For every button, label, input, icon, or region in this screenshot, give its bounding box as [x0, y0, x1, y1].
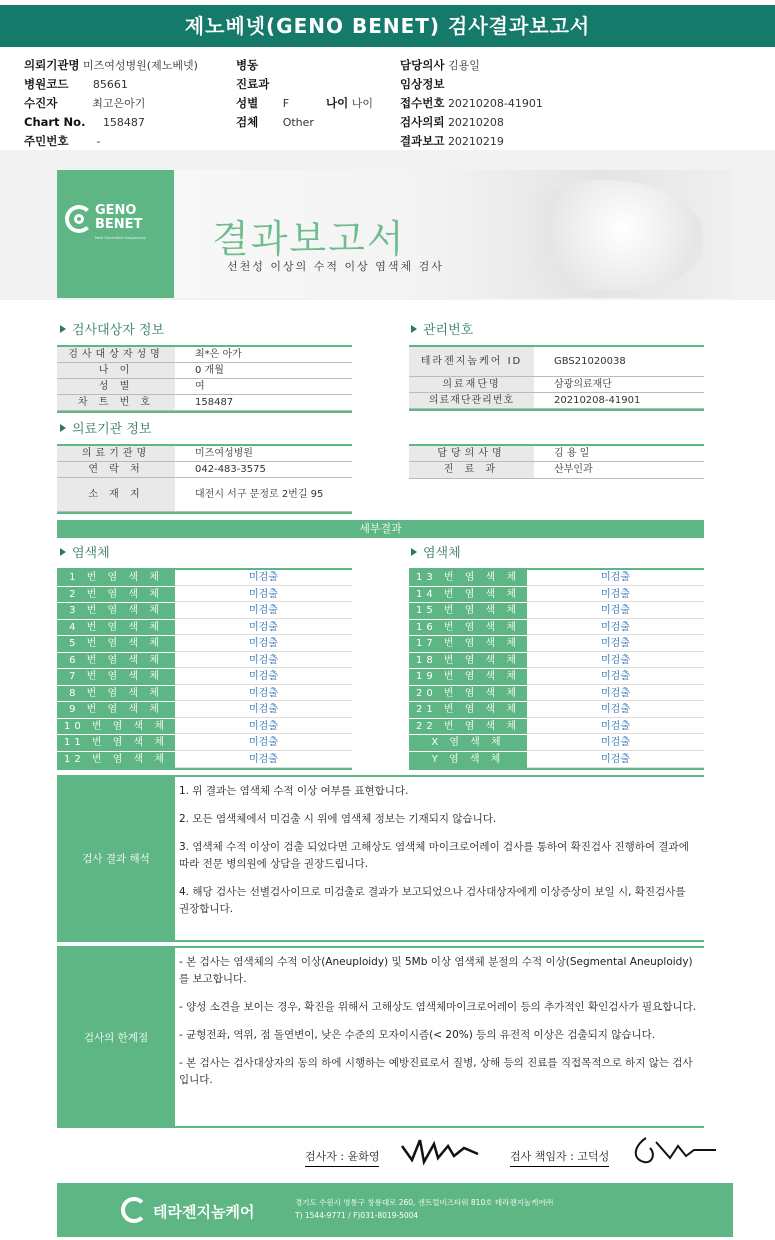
chromosome-label: 16 번 염 색 체 [409, 620, 527, 636]
chromosome-row [409, 686, 704, 703]
chromosome-result: 미검출 [175, 620, 352, 636]
patient-value: 최고은아기 [92, 97, 146, 110]
chromosome-row [57, 735, 352, 752]
table-row: 차 트 번 호 158487 [57, 395, 352, 411]
chromosome-result: 미검출 [175, 752, 352, 769]
chromosome-row [409, 752, 704, 769]
interpretation-item: 1. 위 결과는 염색체 수적 이상 여부를 표현합니다. [179, 785, 409, 797]
chromosome-label: 17 번 염 색 체 [409, 636, 527, 652]
chromosome-row [409, 603, 704, 620]
detail-results-bar: 세부결과 [57, 520, 704, 538]
chromosome-result: 미검출 [175, 587, 352, 603]
chromosome-result: 미검출 [175, 636, 352, 652]
interpretation-item: 3. 염색체 수적 이상이 검출 되었다면 고해상도 염색체 마이크로어레이 검사를 통하여 확진검사 진행하여 결과에 따라 전문 병의원에 상담을 권장드립니다. [179, 841, 689, 870]
company-address: 경기도 수원시 영통구 창룡대로 260, 센트럴비즈타워 810호 테라젠지놈케어㈜ [295, 1198, 554, 1207]
table-row: 나 이 0 개월 [57, 363, 352, 379]
footer-bar [57, 1183, 733, 1237]
chromosome-result: 미검출 [175, 735, 352, 751]
arrow-icon [60, 325, 66, 333]
chromosome-result: 미검출 [527, 620, 704, 636]
company-logo-icon [121, 1197, 147, 1223]
chromosome-label: 8 번 염 색 체 [57, 686, 175, 702]
chromosome-row [57, 587, 352, 604]
chromosome-label: 3 번 염 색 체 [57, 603, 175, 619]
chromosome-row [57, 653, 352, 670]
chromosome-result: 미검출 [175, 686, 352, 702]
chromosome-label: 18 번 염 색 체 [409, 653, 527, 669]
chromosome-label: 7 번 염 색 체 [57, 669, 175, 685]
chromosome-label: X 염 색 체 [409, 735, 527, 751]
institution-table [57, 444, 352, 514]
arrow-icon [411, 325, 417, 333]
chromosome-label: 19 번 염 색 체 [409, 669, 527, 685]
management-table [409, 345, 704, 411]
clinical-label: 임상정보 [400, 77, 445, 91]
chromosome-result: 미검출 [527, 669, 704, 685]
chromosome-row [409, 669, 704, 686]
company-contact [295, 1196, 553, 1222]
banner-heading: 결과보고서 [212, 217, 406, 261]
logo-inner-ring [74, 214, 84, 224]
chromosome-row [409, 636, 704, 653]
chromosome-row [57, 702, 352, 719]
receipt-value: 20210208-41901 [447, 97, 543, 110]
chromosome-row [409, 570, 704, 587]
chromosome-result: 미검출 [527, 719, 704, 735]
interpretation-box [57, 775, 704, 942]
chromosome-result: 미검출 [527, 653, 704, 669]
logo-subtitle: Next Generation Sequencing [95, 236, 146, 240]
chromosome-label: 11 번 염 색 체 [57, 735, 175, 751]
interpretation-item: 2. 모든 염색체에서 미검출 시 위에 염색체 정보는 기재되지 않습니다. [179, 813, 497, 825]
chromosome-result: 미검출 [527, 702, 704, 718]
chromosome-row [57, 570, 352, 587]
request-label: 검사의뢰 [400, 115, 445, 129]
table-row: 의료재단관리번호 20210208-41901 [409, 393, 704, 409]
arrow-icon [60, 548, 66, 556]
supervisor-name: 검사 책임자 : 고덕성 [510, 1148, 609, 1167]
arrow-icon [60, 424, 66, 432]
logo-line2: BENET [95, 217, 143, 232]
chromosome-label: 6 번 염 색 체 [57, 653, 175, 669]
code-label: 병원코드 [24, 77, 69, 91]
chromosome-label: 21 번 염 색 체 [409, 702, 527, 718]
table-row: 테라젠지놈케어 ID GBS21020038 [409, 347, 704, 377]
code-value: 85661 [92, 78, 128, 91]
table-row: 의료재단명 삼광의료재단 [409, 377, 704, 393]
institution-right-table [409, 444, 704, 479]
chromosome-result: 미검출 [527, 587, 704, 603]
request-value: 20210208 [447, 116, 504, 129]
chromosome-table-right [409, 568, 704, 770]
chromosome-row [409, 620, 704, 637]
chromosome-result: 미검출 [527, 570, 704, 586]
dept-label: 진료과 [236, 77, 270, 91]
company-name: 테라젠지놈케어 [153, 1203, 255, 1221]
tester-name: 검사자 : 윤화영 [305, 1148, 379, 1167]
patient-label: 수진자 [24, 96, 58, 110]
management-heading: 관리번호 [411, 322, 473, 340]
id-value: - [96, 135, 101, 148]
chromosome-label: Y 염 색 체 [409, 752, 527, 769]
hospital-label: 의뢰기관명 [24, 58, 80, 72]
chromosome-result: 미검출 [175, 719, 352, 735]
logo-line1: GENO [95, 203, 137, 218]
chromosome-heading-left: 염색체 [60, 545, 110, 563]
chromosome-label: 15 번 염 색 체 [409, 603, 527, 619]
interpretation-item: 4. 해당 검사는 선별검사이므로 미검출로 결과가 보고되었으나 검사대상자에게 이상증상이 보일 시, 확진검사를 권장합니다. [179, 886, 686, 915]
subject-table [57, 345, 352, 413]
chromosome-row [57, 636, 352, 653]
age-value: 나이 [351, 97, 373, 110]
report-banner [57, 170, 733, 298]
interpretation-text [175, 777, 704, 940]
doctor-label: 담당의사 [400, 58, 445, 72]
chromosome-row [57, 620, 352, 637]
chromosome-row [409, 735, 704, 752]
table-row: 담당의사명 김 용 일 [409, 446, 704, 462]
limitations-label: 검사의 한계점 [57, 948, 175, 1126]
specimen-value: Other [282, 116, 314, 129]
chromosome-result: 미검출 [527, 636, 704, 652]
limitations-item: - 본 검사는 검사대상자의 동의 하에 시행하는 예방진료로서 질병, 상해 등의 진료를 직접목적으로 하지 않는 검사입니다. [179, 1057, 693, 1086]
chromosome-result: 미검출 [175, 702, 352, 718]
limitations-item: - 양성 소견을 보이는 경우, 확진을 위해서 고해상도 염색체마이크로어레이 등의 추가적인 확인검사가 필요합니다. [179, 1001, 697, 1013]
chromosome-label: 9 번 염 색 체 [57, 702, 175, 718]
chromosome-result: 미검출 [527, 686, 704, 702]
sex-label: 성별 [236, 96, 259, 110]
chromosome-label: 1 번 염 색 체 [57, 570, 175, 586]
logo-panel [57, 170, 174, 298]
chart-label: Chart No. [24, 115, 86, 129]
report-title: 제노베넷(GENO BENET) 검사결과보고서 [0, 5, 775, 47]
chromosome-row [57, 752, 352, 769]
company-phone: T) 1544-9771 / F)031-8019-5004 [295, 1211, 419, 1220]
chromosome-row [57, 719, 352, 736]
table-row: 검사대상자성명 최*은 아가 [57, 347, 352, 363]
report-value: 20210219 [447, 135, 504, 148]
chromosome-row [409, 719, 704, 736]
chromosome-result: 미검출 [175, 653, 352, 669]
chromosome-label: 22 번 염 색 체 [409, 719, 527, 735]
chromosome-result: 미검출 [175, 570, 352, 586]
chromosome-row [409, 702, 704, 719]
chromosome-row [57, 669, 352, 686]
report-label: 결과보고 [400, 134, 445, 148]
chromosome-result: 미검출 [175, 603, 352, 619]
chromosome-row [57, 686, 352, 703]
supervisor-signature [626, 1132, 722, 1172]
doctor-value: 김용일 [447, 59, 480, 72]
receipt-label: 접수번호 [400, 96, 445, 110]
chromosome-label: 14 번 염 색 체 [409, 587, 527, 603]
sex-value: F [282, 97, 290, 110]
institution-heading: 의료기관 정보 [60, 421, 151, 439]
chromosome-label: 5 번 염 색 체 [57, 636, 175, 652]
table-row: 진 료 과 산부인과 [409, 462, 704, 478]
hospital-value: 미즈여성병원(제노베넷) [83, 59, 198, 72]
chromosome-label: 20 번 염 색 체 [409, 686, 527, 702]
chromosome-label: 12 번 염 색 체 [57, 752, 175, 769]
arrow-icon [411, 548, 417, 556]
limitations-box [57, 946, 704, 1128]
ward-label: 병동 [236, 58, 259, 72]
chromosome-result: 미검출 [527, 752, 704, 769]
age-label: 나이 [326, 96, 349, 110]
banner-subheading: 선천성 이상의 수적 이상 염색체 검사 [227, 260, 444, 273]
specimen-label: 검체 [236, 115, 259, 129]
table-row: 연 락 처 042-483-3575 [57, 462, 352, 478]
limitations-item: - 본 검사는 염색체의 수적 이상(Aneuploidy) 및 5Mb 이상 염색체 분절의 수적 이상(Segmental Aneuploidy)를 보고합니다. [179, 956, 693, 985]
chromosome-result: 미검출 [175, 669, 352, 685]
table-row: 의료기관명 미즈여성병원 [57, 446, 352, 462]
table-row: 소 재 지 대전시 서구 문정로 2번길 95 [57, 478, 352, 512]
chromosome-label: 10 번 염 색 체 [57, 719, 175, 735]
baby-foot-image [503, 180, 703, 290]
chromosome-row [409, 587, 704, 604]
chromosome-row [409, 653, 704, 670]
chromosome-result: 미검출 [527, 603, 704, 619]
chromosome-row [57, 603, 352, 620]
chromosome-label: 2 번 염 색 체 [57, 587, 175, 603]
interpretation-label: 검사 결과 해석 [57, 777, 175, 940]
signature-row [300, 1130, 720, 1174]
chart-value: 158487 [102, 116, 145, 129]
id-label: 주민번호 [24, 134, 69, 148]
table-row: 성 별 여 [57, 379, 352, 395]
tester-signature [398, 1134, 488, 1170]
limitations-text [175, 948, 704, 1126]
limitations-item: - 균형전좌, 역위, 점 돌연변이, 낮은 수준의 모자이시즘(< 20%) 등의 유전적 이상은 검출되지 않습니다. [179, 1029, 656, 1041]
chromosome-label: 4 번 염 색 체 [57, 620, 175, 636]
chromosome-table-left [57, 568, 352, 770]
chromosome-heading-right: 염색체 [411, 545, 461, 563]
subject-heading: 검사대상자 정보 [60, 322, 164, 340]
chromosome-label: 13 번 염 색 체 [409, 570, 527, 586]
chromosome-result: 미검출 [527, 735, 704, 751]
